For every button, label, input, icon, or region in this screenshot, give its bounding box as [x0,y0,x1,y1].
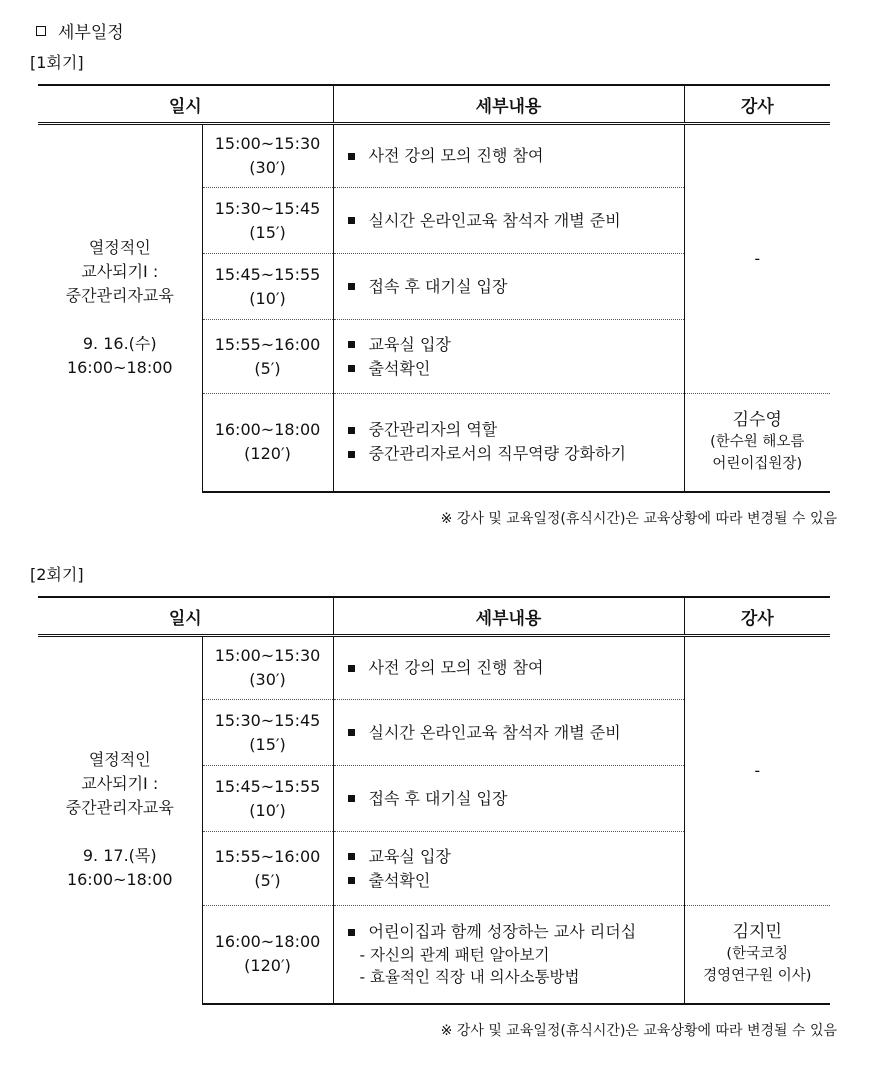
time-cell: 15:45~15:55 (10′) [202,766,333,832]
schedule-table [38,84,830,493]
content-cell: 실시간 온라인교육 참석자 개별 준비 [333,188,684,254]
bullet-square-icon [348,217,355,224]
time-cell: 16:00~18:00 (120′) [202,394,333,492]
content-cell: 사전 강의 모의 진행 참여 [333,124,684,188]
schedule-note: ※ 강사 및 교육일정(휴식시간)은 교육상황에 따라 변경될 수 있음 [440,1023,837,1039]
session-label: [2회기] [30,565,84,584]
bullet-square-icon [348,451,355,458]
instructor-name: 김수영 [732,410,782,431]
time-cell: 16:00~18:00 (120′) [202,906,333,1004]
time-cell: 15:45~15:55 (10′) [202,254,333,320]
date-cell: 열정적인 교사되기Ⅰ : 중간관리자교육 9. 17.(목) 16:00~18:00 [65,750,174,890]
bullet-square-icon [348,341,355,348]
content-cell: 교육실 입장 출석확인 [333,320,684,394]
content-cell: 교육실 입장 출석확인 [333,832,684,906]
content-cell: 접속 후 대기실 입장 [333,254,684,320]
bullet-square-icon [348,853,355,860]
bullet-square-icon [348,877,355,884]
content-cell: 접속 후 대기실 입장 [333,766,684,832]
bullet-square-icon [348,929,355,936]
instructor-cell: - [684,636,830,906]
date-cell: 열정적인 교사되기Ⅰ : 중간관리자교육 9. 16.(수) 16:00~18:00 [65,238,174,378]
time-cell: 15:55~16:00 (5′) [202,832,333,906]
bullet-square-icon [348,365,355,372]
column-header-datetime: 일시 [38,85,333,124]
column-header-details: 세부내용 [333,85,684,124]
checkbox-square-icon [36,26,46,36]
content-cell: 사전 강의 모의 진행 참여 [333,636,684,700]
instructor-affiliation: (한국코칭 [726,946,789,963]
section-heading-text: 세부일정 [58,23,124,43]
column-header-details: 세부내용 [333,597,684,636]
content-cell: 어린이집과 함께 성장하는 교사 리더십 - 자신의 관계 패턴 알아보기 - 효율적인 직장 내 의사소통방법 [333,906,684,1004]
time-cell: 15:55~16:00 (5′) [202,320,333,394]
time-cell: 15:30~15:45 (15′) [202,188,333,254]
time-cell: 15:00~15:30 (30′) [202,124,333,188]
column-header-instructor: 강사 [684,85,830,124]
instructor-cell [684,906,830,1004]
bullet-square-icon [348,283,355,290]
section-heading [36,18,124,43]
instructor-affiliation: (한수원 해오름 [710,434,805,451]
bullet-square-icon [348,153,355,160]
schedule-table [38,596,830,1005]
instructor-name: 김지민 [732,922,782,943]
bullet-square-icon [348,427,355,434]
column-header-datetime: 일시 [38,597,333,636]
content-cell: 중간관리자의 역할 중간관리자로서의 직무역량 강화하기 [333,394,684,492]
instructor-cell: - [684,124,830,394]
instructor-affiliation: 어린이집원장) [712,456,803,473]
content-cell: 실시간 온라인교육 참석자 개별 준비 [333,700,684,766]
bullet-square-icon [348,729,355,736]
time-cell: 15:30~15:45 (15′) [202,700,333,766]
session-label: [1회기] [30,53,84,72]
sub-item: - 자신의 관계 패턴 알아보기 [359,946,550,965]
schedule-note: ※ 강사 및 교육일정(휴식시간)은 교육상황에 따라 변경될 수 있음 [440,511,837,527]
bullet-square-icon [348,795,355,802]
instructor-affiliation: 경영연구원 이사) [703,968,812,985]
time-cell: 15:00~15:30 (30′) [202,636,333,700]
instructor-cell [684,394,830,492]
sub-item: - 효율적인 직장 내 의사소통방법 [359,968,580,987]
bullet-square-icon [348,665,355,672]
column-header-instructor: 강사 [684,597,830,636]
